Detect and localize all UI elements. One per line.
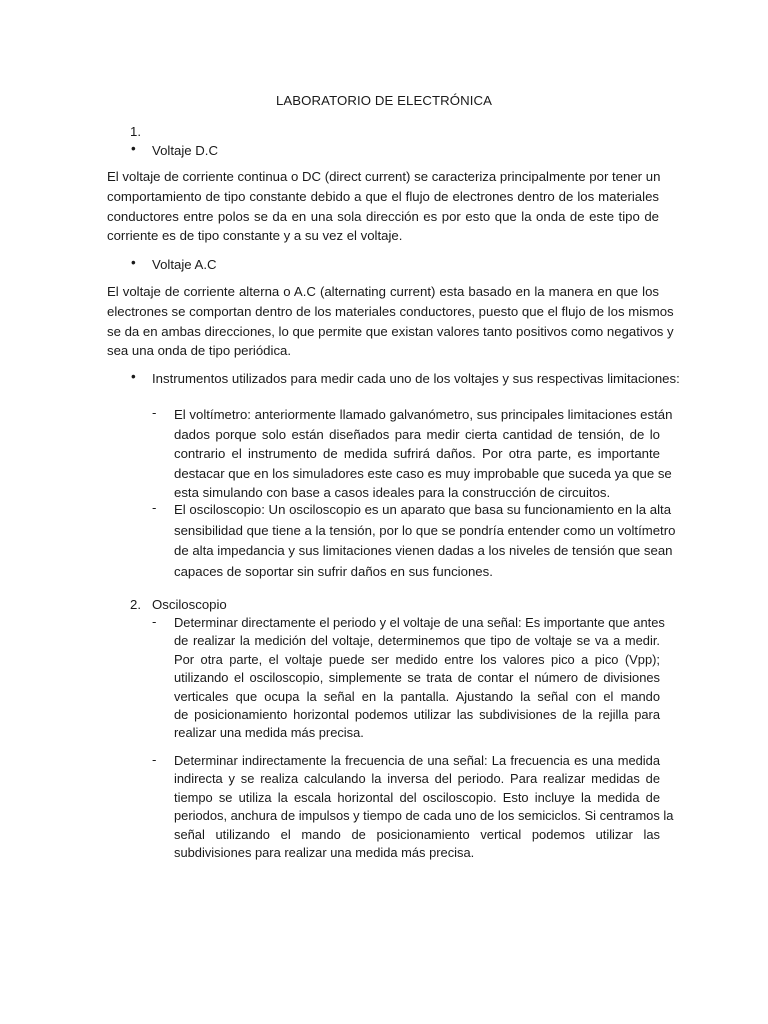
ac-voltage-paragraph xyxy=(107,282,674,361)
paragraph-line: realizar una medida más precisa. xyxy=(174,725,364,741)
dash-marker: - xyxy=(152,614,157,629)
paragraph-line: destacar que en los simuladores este caso es muy improbable que suceda ya que se xyxy=(174,465,672,481)
oscilloscope-limit-item xyxy=(174,500,676,582)
paragraph-line: de alta impedancia y sus limitaciones vienen dadas a los niveles de tensión que sean xyxy=(174,543,673,558)
paragraph-line: Determinar indirectamente la frecuencia de una señal: La frecuencia es una medida xyxy=(174,753,660,768)
paragraph-line: electrones se comportan dentro de los materiales conductores, puesto que el flujo de los mismos xyxy=(107,303,674,319)
dc-voltage-heading: Voltaje D.C xyxy=(152,143,218,158)
paragraph-line: sensibilidad que tiene a la tensión, por lo que se pondría entender como un voltímetro xyxy=(174,522,676,538)
paragraph-line: tiempo se utiliza la escala horizontal del osciloscopio. Esto incluye la medida de xyxy=(174,789,660,805)
paragraph-line: verticales que ocupa la señal en la pantalla. Ajustando la señal con el mando xyxy=(174,688,660,704)
section-1-number: 1. xyxy=(130,124,141,139)
paragraph-line: esta simulando con base a casos ideales para la construcción de circuitos. xyxy=(174,485,611,500)
instruments-heading: Instrumentos utilizados para medir cada uno de los voltajes y sus respectivas limitaciones: xyxy=(152,371,680,386)
period-voltage-item xyxy=(174,614,665,743)
dash-marker: - xyxy=(152,405,157,420)
bullet-icon: • xyxy=(131,141,136,156)
paragraph-line: indirecta y se realiza calculando la inversa del periodo. Para realizar medidas de xyxy=(174,771,660,787)
paragraph-line: comportamiento de tipo constante debido a que el flujo de electrones dentro de los materiales xyxy=(107,188,659,204)
dash-marker: - xyxy=(152,500,157,515)
paragraph-line: corriente es de tipo constante y a su vez el voltaje. xyxy=(107,228,403,244)
paragraph-line: El voltaje de corriente alterna o A.C (alternating current) esta basado en la manera en que los xyxy=(107,284,659,299)
section-2-number: 2. xyxy=(130,597,141,612)
paragraph-line: El osciloscopio: Un osciloscopio es un aparato que basa su funcionamiento en la alta xyxy=(174,502,672,517)
voltmeter-item xyxy=(174,405,673,503)
oscilloscope-heading: Osciloscopio xyxy=(152,597,227,612)
paragraph-line: Determinar directamente el periodo y el voltaje de una señal: Es importante que antes xyxy=(174,615,665,630)
paragraph-line: se da en ambas direcciones, lo que permite que existan valores tanto positivos como negativos y xyxy=(107,323,674,339)
paragraph-line: Por otra parte, el voltaje puede ser medido entre los valores pico a pico (Vpp); xyxy=(174,651,660,667)
paragraph-line: subdivisiones para realizar una medida más precisa. xyxy=(174,845,475,861)
paragraph-line: de realizar la medición del voltaje, determinemos que tipo de voltaje se va a medir. xyxy=(174,633,660,649)
paragraph-line: periodos, anchura de impulsos y tiempo de cada uno de los semiciclos. Si centramos la xyxy=(174,808,674,824)
dc-voltage-paragraph xyxy=(107,167,659,246)
paragraph-line: El voltímetro: anteriormente llamado galvanómetro, sus principales limitaciones están xyxy=(174,407,673,422)
dash-marker: - xyxy=(152,752,157,767)
document-title: LABORATORIO DE ELECTRÓNICA xyxy=(275,93,493,108)
paragraph-line: El voltaje de corriente continua o DC (direct current) se caracteriza principalmente por tener un xyxy=(107,169,661,184)
paragraph-line: señal utilizando el mando de posicionamiento vertical podemos utilizar las xyxy=(174,826,660,842)
paragraph-line: contrario el instrumento de medida sufrirá daños. Por otra parte, es importante xyxy=(174,446,660,461)
paragraph-line: conductores entre polos se da en una sola dirección es por esto que la onda de este tipo de xyxy=(107,208,659,224)
paragraph-line: de posicionamiento horizontal podemos utilizar las subdivisiones de la rejilla para xyxy=(174,707,660,723)
ac-voltage-heading: Voltaje A.C xyxy=(152,257,217,272)
paragraph-line: capaces de soportar sin sufrir daños en sus funciones. xyxy=(174,563,493,579)
paragraph-line: sea una onda de tipo periódica. xyxy=(107,343,292,359)
frequency-item xyxy=(174,752,674,862)
paragraph-line: dados porque solo están diseñados para medir cierta cantidad de tensión, de lo xyxy=(174,426,660,442)
bullet-icon: • xyxy=(131,369,136,384)
bullet-icon: • xyxy=(131,255,136,270)
paragraph-line: utilizando el osciloscopio, simplemente se trata de contar el número de divisiones xyxy=(174,670,660,686)
